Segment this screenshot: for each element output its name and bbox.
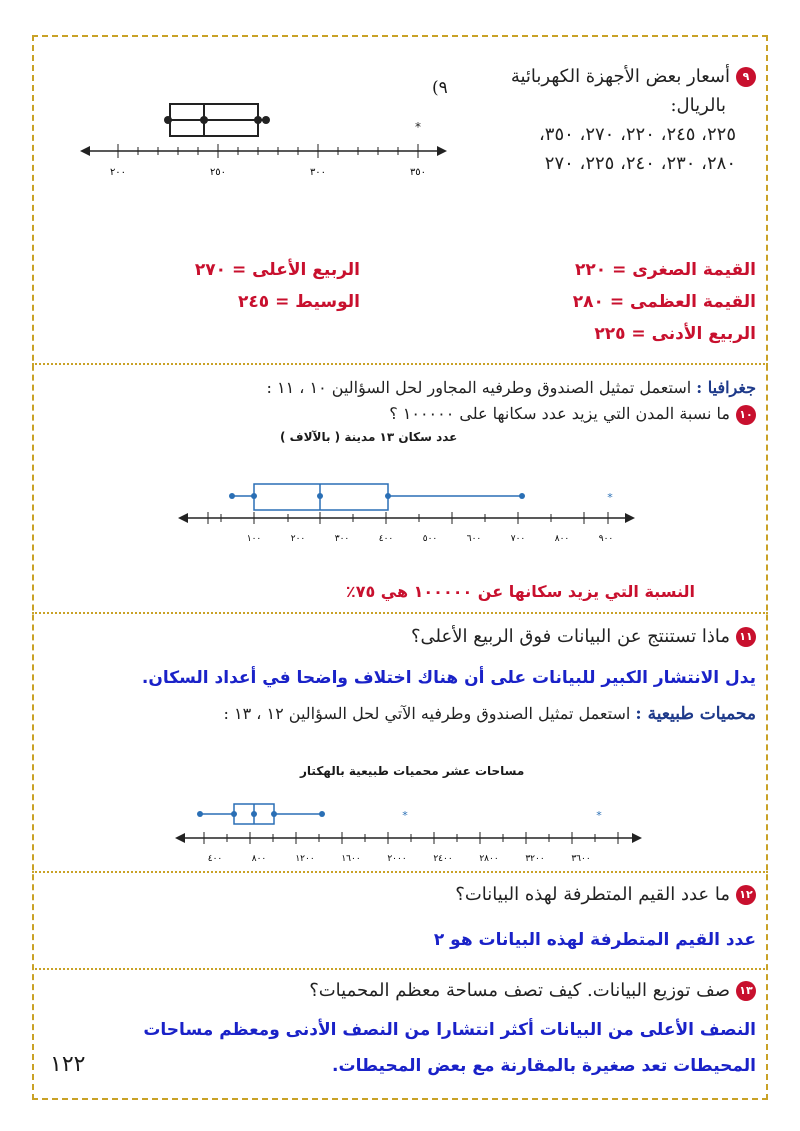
q9-answer-median: الوسيط = ٢٤٥: [238, 292, 360, 312]
q9-answer-max: القيمة العظمى = ٢٨٠: [572, 292, 756, 312]
q11-answer: يدل الانتشار الكبير للبيانات على أن هناك اختلاف واضحا في أعداد السكان.: [141, 668, 756, 688]
q9-line3: ٢٢٥، ٢٤٥، ٢٢٠، ٢٧٠، ٣٥٠،: [538, 124, 736, 145]
q9-min-point: [164, 116, 172, 124]
geo-tick-label: ٩٠٠: [598, 534, 614, 544]
reserves-outlier: *: [596, 809, 602, 822]
q10-question: [389, 404, 756, 425]
q11-badge: ١١: [736, 627, 756, 647]
q9-q3-point: [254, 116, 262, 124]
section-divider: [32, 968, 768, 970]
reserves-tick-label: ٤٠٠: [207, 854, 223, 864]
q13-answer-line1: النصف الأعلى من البيانات أكثر انتشارا من النصف الأدنى ومعظم مساحات: [143, 1020, 756, 1040]
reserves-instruction: استعمل تمثيل الصندوق وطرفيه الآتي لحل السؤالين ١٢ ، ١٣ :: [223, 704, 631, 723]
q13-answer-line2: المحيطات تعد صغيرة بالمقارنة مع بعض المحيطات.: [332, 1056, 756, 1076]
q13-question: [309, 980, 756, 1001]
reserves-boxplot: [175, 800, 645, 868]
geo-tick-label: ٧٠٠: [510, 534, 526, 544]
q9-line2: بالريال:: [670, 95, 726, 116]
q11-text: ماذا تستنتج عن البيانات فوق الربيع الأعلى؟: [411, 626, 730, 647]
q9-outlier: *: [415, 120, 421, 134]
geo-outlier: *: [607, 491, 613, 504]
q9-tick-label: ٣٠٠: [309, 167, 327, 178]
reserves-topic: محميات طبيعية :: [635, 704, 756, 724]
reserves-tick-label: ٢٨٠٠: [479, 854, 499, 864]
q9-max-point: [262, 116, 270, 124]
q9-badge: ٩: [736, 67, 756, 87]
q9-answer-q1: الربيع الأدنى = ٢٢٥: [594, 324, 756, 344]
q9-label: ٩): [432, 78, 448, 98]
geo-tick-label: ٦٠٠: [466, 534, 482, 544]
q9-answer-min: القيمة الصغرى = ٢٢٠: [575, 260, 756, 280]
q12-question: [455, 884, 756, 905]
q9-tick-label: ٢٥٠: [209, 167, 227, 178]
reserves-tick-label: ٢٠٠٠: [387, 854, 407, 864]
geo-instruction-line: [36, 378, 756, 397]
q12-answer: عدد القيم المتطرفة لهذه البيانات هو ٢: [433, 930, 756, 950]
q9-tick-label: ٢٠٠: [109, 167, 127, 178]
geo-tick-label: ٢٠٠: [290, 534, 306, 544]
q10-text: ما نسبة المدن التي يزيد عدد سكانها على ١٠٠٠٠٠ ؟: [389, 404, 730, 423]
reserves-tick-label: ٣٢٠٠: [525, 854, 545, 864]
reserves-tick-label: ١٢٠٠: [295, 854, 315, 864]
q9-tick-label: ٣٥٠: [409, 167, 427, 178]
reserves-tick-label: ٢٤٠٠: [433, 854, 453, 864]
reserves-outlier: *: [402, 809, 408, 822]
q11-question: [411, 626, 756, 647]
page-number: ١٢٢: [50, 1052, 86, 1077]
q9-median-point: [200, 116, 208, 124]
geo-tick-label: ٤٠٠: [378, 534, 394, 544]
geo-tick-label: ٨٠٠: [554, 534, 570, 544]
q9-text: [426, 62, 756, 178]
q13-badge: ١٣: [736, 981, 756, 1001]
q9-boxplot: [80, 95, 450, 185]
reserves-tick-label: ٣٦٠٠: [571, 854, 591, 864]
section-divider: [32, 363, 768, 365]
geo-topic: جغرافيا :: [696, 378, 756, 397]
geo-instruction: استعمل تمثيل الصندوق وطرفيه المجاور لحل السؤالين ١٠ ، ١١ :: [266, 378, 692, 397]
reserves-tick-label: ٨٠٠: [251, 854, 267, 864]
reserves-chart-title: مساحات عشر محميات طبيعية بالهكتار: [300, 764, 525, 778]
q12-badge: ١٢: [736, 885, 756, 905]
section-divider: [32, 612, 768, 614]
geo-boxplot: [178, 478, 638, 548]
q9-line4: ٢٨٠، ٢٣٠، ٢٤٠، ٢٢٥، ٢٧٠: [544, 153, 736, 174]
q10-badge: ١٠: [736, 405, 756, 425]
q12-text: ما عدد القيم المتطرفة لهذه البيانات؟: [455, 884, 730, 905]
reserves-tick-label: ١٦٠٠: [341, 854, 361, 864]
geo-chart-title: عدد سكان ١٣ مدينة ( بالآلاف ): [280, 430, 458, 444]
geo-tick-label: ٥٠٠: [422, 534, 438, 544]
q9-answer-q3: الربيع الأعلى = ٢٧٠: [194, 260, 360, 280]
q13-text: صف توزيع البيانات. كيف تصف مساحة معظم المحميات؟: [309, 980, 730, 1001]
geo-tick-label: ١٠٠: [246, 534, 262, 544]
reserves-instruction-line: [36, 704, 756, 724]
geo-tick-label: ٣٠٠: [334, 534, 350, 544]
q10-answer: النسبة التي يزيد سكانها عن ١٠٠٠٠٠ هي ٧٥٪: [345, 582, 695, 601]
section-divider: [32, 871, 768, 873]
q9-line1: أسعار بعض الأجهزة الكهربائية: [510, 66, 730, 87]
